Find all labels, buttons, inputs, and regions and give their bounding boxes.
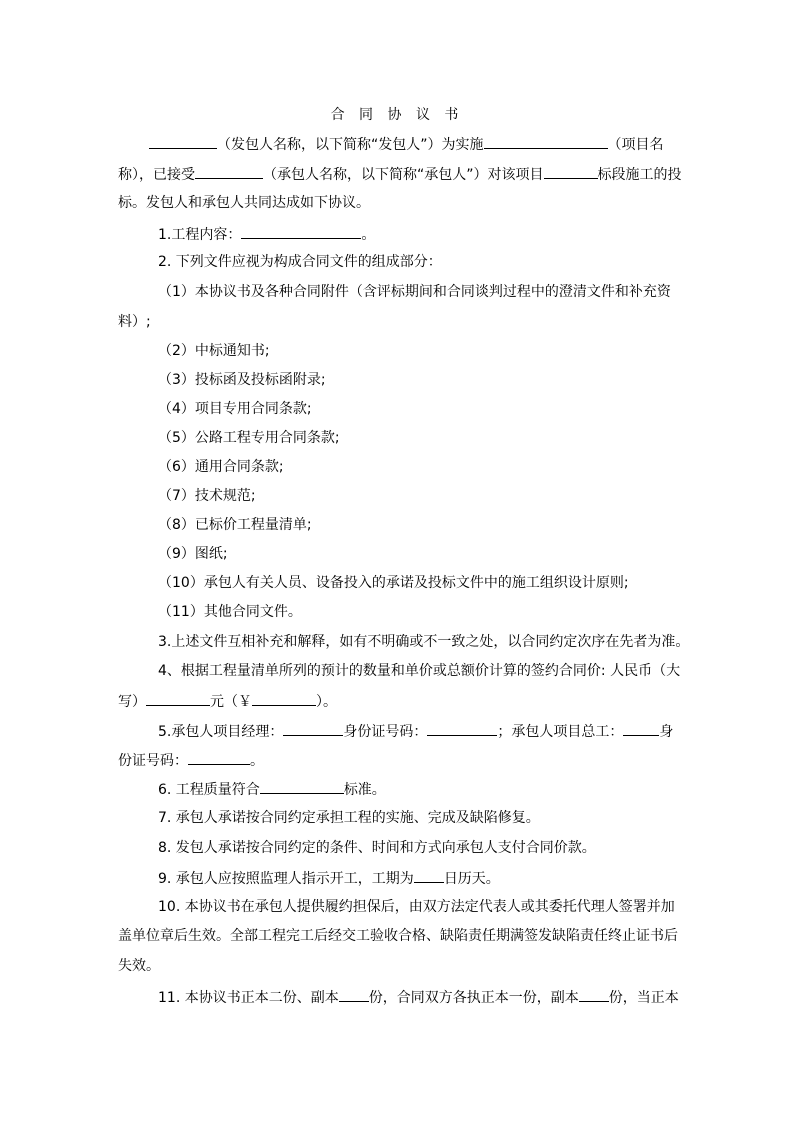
- item-5-text: 5.承包人项目经理：: [158, 724, 284, 740]
- item-4-line-1: 4、根据工程量清单所列的预计的数量和单价或总额价计算的签约合同价: 人民币（大: [158, 663, 681, 679]
- item-5-text: 身份证号码：: [343, 724, 428, 740]
- item-1: [158, 223, 678, 245]
- section-blank[interactable]: [544, 163, 598, 179]
- amount-words-blank[interactable]: [146, 690, 210, 706]
- sub-item-1: （1）本协议书及各种合同附件（含评标期间和合同谈判过程中的澄清文件和补充资: [158, 284, 671, 300]
- intro-text: 标段施工的投: [597, 167, 682, 183]
- intro-text: （承包人名称，以下简称“承包人”）对该项目: [263, 167, 544, 183]
- employer-name-blank[interactable]: [149, 133, 217, 149]
- sub-item-6: （6）通用合同条款;: [158, 459, 284, 475]
- intro-text: 称），已接受: [118, 167, 195, 183]
- item-5-line-1: [158, 720, 678, 742]
- manager-id-blank[interactable]: [427, 720, 497, 736]
- item-9: [158, 867, 678, 889]
- item-4-line-2: [118, 690, 678, 712]
- sub-item-3: （3）投标函及投标函附录;: [158, 372, 326, 388]
- item-11-text: 份，当正本: [608, 990, 679, 1006]
- copies-blank[interactable]: [339, 986, 369, 1002]
- sub-item-9: （9）图纸;: [158, 546, 228, 562]
- intro-line-2: [118, 163, 682, 185]
- work-content-blank[interactable]: [241, 223, 361, 239]
- item-6: [158, 778, 678, 800]
- copies-each-blank[interactable]: [579, 986, 609, 1002]
- manager-name-blank[interactable]: [283, 720, 343, 736]
- quality-standard-blank[interactable]: [260, 778, 344, 794]
- item-4-text: 写）: [118, 694, 146, 710]
- item-2: 2. 下列文件应视为构成合同文件的组成部分：: [158, 254, 442, 270]
- item-5-text: ；承包人项目总工：: [497, 724, 624, 740]
- item-6-text: 6. 工程质量符合: [158, 782, 260, 798]
- item-10-line-3: 失效。: [118, 958, 160, 974]
- sub-item-5: （5）公路工程专用合同条款;: [158, 430, 340, 446]
- contractor-name-blank[interactable]: [195, 163, 263, 179]
- item-11-text: 11. 本协议书正本二份、副本: [158, 990, 339, 1006]
- item-5-text: 。: [250, 753, 264, 769]
- sub-item-8: （8）已标价工程量清单;: [158, 517, 312, 533]
- item-10-line-2: 盖单位章后生效。全部工程完工后经交工验收合格、缺陷责任期满签发缺陷责任终止证书后: [118, 928, 678, 944]
- sub-item-4: （4）项目专用合同条款;: [158, 401, 312, 417]
- item-1-end: 。: [361, 227, 376, 243]
- sub-item-2: （2）中标通知书;: [158, 343, 270, 359]
- sub-item-1-cont: 料）;: [118, 314, 151, 330]
- sub-item-10: （10）承包人有关人员、设备投入的承诺及投标文件中的施工组织设计原则;: [158, 575, 629, 591]
- item-10-line-1: 10. 本协议书在承包人提供履约担保后，由双方法定代表人或其委托代理人签署并加: [158, 899, 675, 915]
- document-title: 合 同 协 议 书: [330, 107, 464, 123]
- intro-text: （发包人名称，以下简称“发包人”）为实施: [217, 137, 484, 153]
- sub-item-11: （11）其他合同文件。: [158, 604, 302, 620]
- item-7: 7. 承包人承诺按合同约定承担工程的实施、完成及缺陷修复。: [158, 810, 540, 826]
- item-6-text: 标准。: [343, 782, 386, 798]
- item-11: [158, 986, 678, 1008]
- item-5-text: 份证号码：: [118, 753, 188, 769]
- item-4-text: 元（￥: [210, 694, 252, 710]
- sub-item-7: （7）技术规范;: [158, 488, 256, 504]
- item-8: 8. 发包人承诺按合同约定的条件、时间和方式向承包人支付合同价款。: [158, 840, 596, 856]
- item-9-text: 日历天。: [443, 871, 500, 887]
- item-3: 3.上述文件互相补充和解释，如有不明确或不一致之处，以合同约定次序在先者为准。: [158, 634, 690, 650]
- item-5-text: 身: [659, 724, 674, 740]
- duration-blank[interactable]: [414, 867, 444, 883]
- intro-line-1: [149, 133, 679, 155]
- item-4-text: ）。: [316, 694, 337, 710]
- project-name-blank[interactable]: [484, 133, 608, 149]
- intro-line-3: 标。发包人和承包人共同达成如下协议。: [118, 195, 370, 211]
- item-1-label: 1.工程内容：: [158, 227, 242, 243]
- item-9-text: 9. 承包人应按照监理人指示开工，工期为: [158, 871, 414, 887]
- chief-id-blank[interactable]: [188, 749, 250, 765]
- chief-engineer-blank[interactable]: [623, 720, 659, 736]
- item-11-text: 份，合同双方各执正本一份，副本: [368, 990, 579, 1006]
- amount-figures-blank[interactable]: [252, 690, 316, 706]
- intro-text: （项目名: [607, 137, 664, 153]
- item-5-line-2: [118, 749, 678, 771]
